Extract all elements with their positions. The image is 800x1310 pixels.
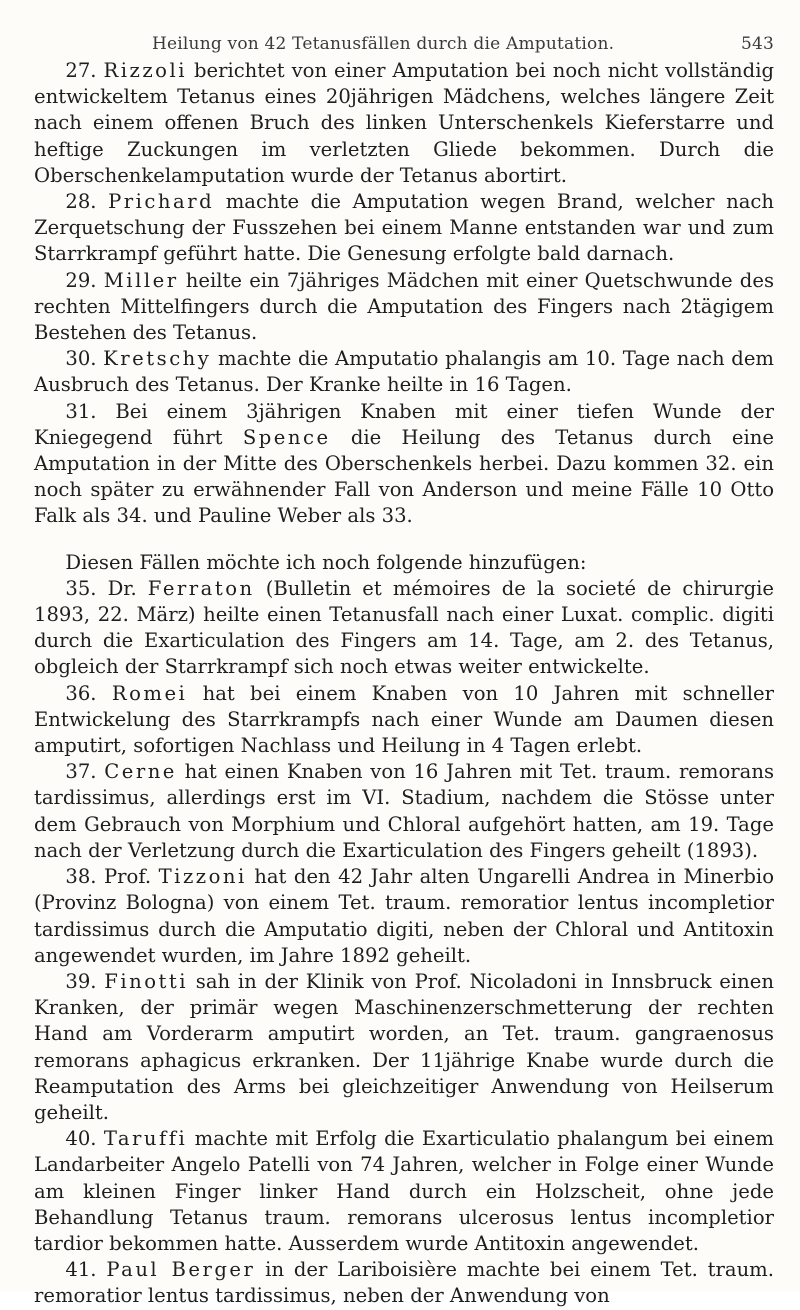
paragraph: [34, 1126, 774, 1257]
paragraph-lead: 31. Bei einem 3jährigen Knaben mit einer tiefen Wunde der Kniegegend führt: [34, 399, 774, 449]
author-name: Spence: [242, 425, 331, 449]
paragraph-lead: 30.: [65, 347, 104, 371]
paragraph: [34, 189, 774, 268]
paragraph-lead: 40.: [65, 1127, 104, 1151]
paragraph-lead: 36.: [65, 681, 112, 705]
paragraph: [34, 346, 774, 398]
paragraph-text: in der Lariboisière machte bei einem Tet. traum. remoratior lentus tardissimus, neben der Anwendung von: [34, 1258, 774, 1308]
author-name: Romei: [111, 681, 188, 705]
paragraph-lead: Diesen Fällen möchte ich noch folgende hinzufügen:: [65, 550, 587, 574]
body-text: [34, 58, 774, 1310]
paragraph: [34, 1257, 774, 1309]
paragraph: [34, 681, 774, 760]
author-name: Taruffi: [103, 1127, 188, 1151]
paragraph: [34, 864, 774, 969]
paragraph-lead: 38. Prof.: [65, 865, 159, 889]
paragraph: [34, 969, 774, 1126]
paragraph-lead: 27.: [65, 59, 104, 82]
paragraph-text: hat einen Knaben von 16 Jahren mit Tet. traum. remorans tardissimus, allerdings erst im VI. Stadium, nachdem die Stösse unter dem Gebrauch von Morphium und Chloral aufgehört hatten, am 19. Tage nach der Verletzung durch die Exarticulation des Fingers geheilt (1893).: [34, 760, 774, 862]
paragraph-text: heilte ein 7jähriges Mädchen mit einer Quetschwunde des rechten Mittelfingers durch die Amputation des Fingers nach 2tägigem Bestehen des Tetanus.: [34, 268, 775, 345]
paragraph: [34, 268, 774, 347]
paragraph-lead: 37.: [65, 760, 105, 784]
page-number: 543: [740, 34, 774, 54]
paragraph-text: machte mit Erfolg die Exarticulatio phalangum bei einem Landarbeiter Angelo Patelli von 74 Jahren, welcher in Folge einer Wunde am kleinen Finger linker Hand durch ein Holzscheit, ohne jede Behandlung Tetanus traum. remorans ulcerosus lentus incompletior tardior bekommen hatte. Ausserdem wurde Antitoxin angewendet.: [34, 1127, 774, 1255]
author-name: Kretschy: [103, 347, 212, 371]
author-name: Rizzoli: [103, 59, 187, 82]
author-name: Paul Berger: [106, 1258, 256, 1282]
author-name: Cerne: [104, 760, 177, 784]
paragraph: [34, 399, 774, 530]
paragraph-text: (Bulletin et mémoires de la societé de chirurgie 1893, 22. März) heilte einen Tetanusfall nach einer Luxat. complic. digiti durch die Exarticulation des Fingers am 14. Tage, am 2. des Tetanus, obgleich der Starrkrampf sich noch etwas weiter entwickelte.: [34, 576, 774, 679]
author-name: Tizzoni: [158, 865, 247, 889]
paragraph-lead: 28.: [65, 190, 109, 214]
paragraph-text: machte die Amputation wegen Brand, welcher nach Zerquetschung der Fusszehen bei einem Manne entstanden war und zum Starrkrampf geführt hatte. Die Genesung erfolgte bald darnach.: [34, 190, 774, 266]
paragraph-gap: [34, 530, 774, 550]
paragraph-lead: 41.: [65, 1258, 107, 1282]
paragraph: [34, 759, 774, 864]
paragraph: [34, 550, 774, 576]
author-name: Miller: [103, 268, 179, 292]
paragraph-text: machte die Amputatio phalangis am 10. Tage nach dem Ausbruch des Tetanus. Der Kranke heilte in 16 Tagen.: [34, 347, 775, 397]
author-name: Finotti: [104, 969, 189, 993]
author-name: Ferraton: [147, 576, 255, 600]
paragraph-lead: 35. Dr.: [65, 576, 148, 600]
paragraph-lead: 29.: [65, 268, 104, 292]
paragraph: [34, 576, 774, 681]
paragraph-text: die Heilung des Tetanus durch eine Amputation in der Mitte des Oberschenkels herbei. Dazu kommen 32. ein noch später zu erwähnender Fall von Anderson und meine Fälle 10 Otto Falk als 34. und Pauline Weber als 33.: [34, 425, 775, 528]
running-head-title: Heilung von 42 Tetanusfällen durch die Amputation.: [152, 34, 615, 54]
author-name: Prichard: [108, 190, 215, 214]
paragraph-text: hat bei einem Knaben von 10 Jahren mit schneller Entwickelung des Starrkrampfs nach einer Wunde am Daumen diesen amputirt, sofortigen Nachlass und Heilung in 4 Tagen erlebt.: [34, 681, 775, 758]
paragraph-text: berichtet von einer Amputation bei noch nicht vollständig entwickeltem Tetanus eines 20jährigen Mädchens, welches längere Zeit nach einem offenen Bruch des linken Unterschenkels Kieferstarre und heftige Zuckungen im verletzten Gliede bekommen. Durch die Oberschenkelamputation wurde der Tetanus abortirt.: [34, 59, 775, 187]
paragraph-text: hat den 42 Jahr alten Ungarelli Andrea in Minerbio (Provinz Bologna) von einem Tet. traum. remoratior lentus incompletior tardissimus durch die Amputatio digiti, neben der Chloral und Antitoxin angewendet wurden, im Jahre 1892 geheilt.: [34, 865, 774, 967]
paragraph-lead: 39.: [65, 969, 105, 993]
paragraph-text: sah in der Klinik von Prof. Nicoladoni in Innsbruck einen Kranken, der primär wegen Maschinenzerschmetterung der rechten Hand am Vorderarm amputirt worden, an Tet. traum. gangraenosus remorans aphagicus erkranken. Der 11jährige Knabe wurde durch die Reamputation des Arms bei gleichzeitiger Anwendung von Heilserum geheilt.: [34, 969, 775, 1124]
running-head: [34, 16, 774, 54]
paragraph: [34, 58, 774, 189]
